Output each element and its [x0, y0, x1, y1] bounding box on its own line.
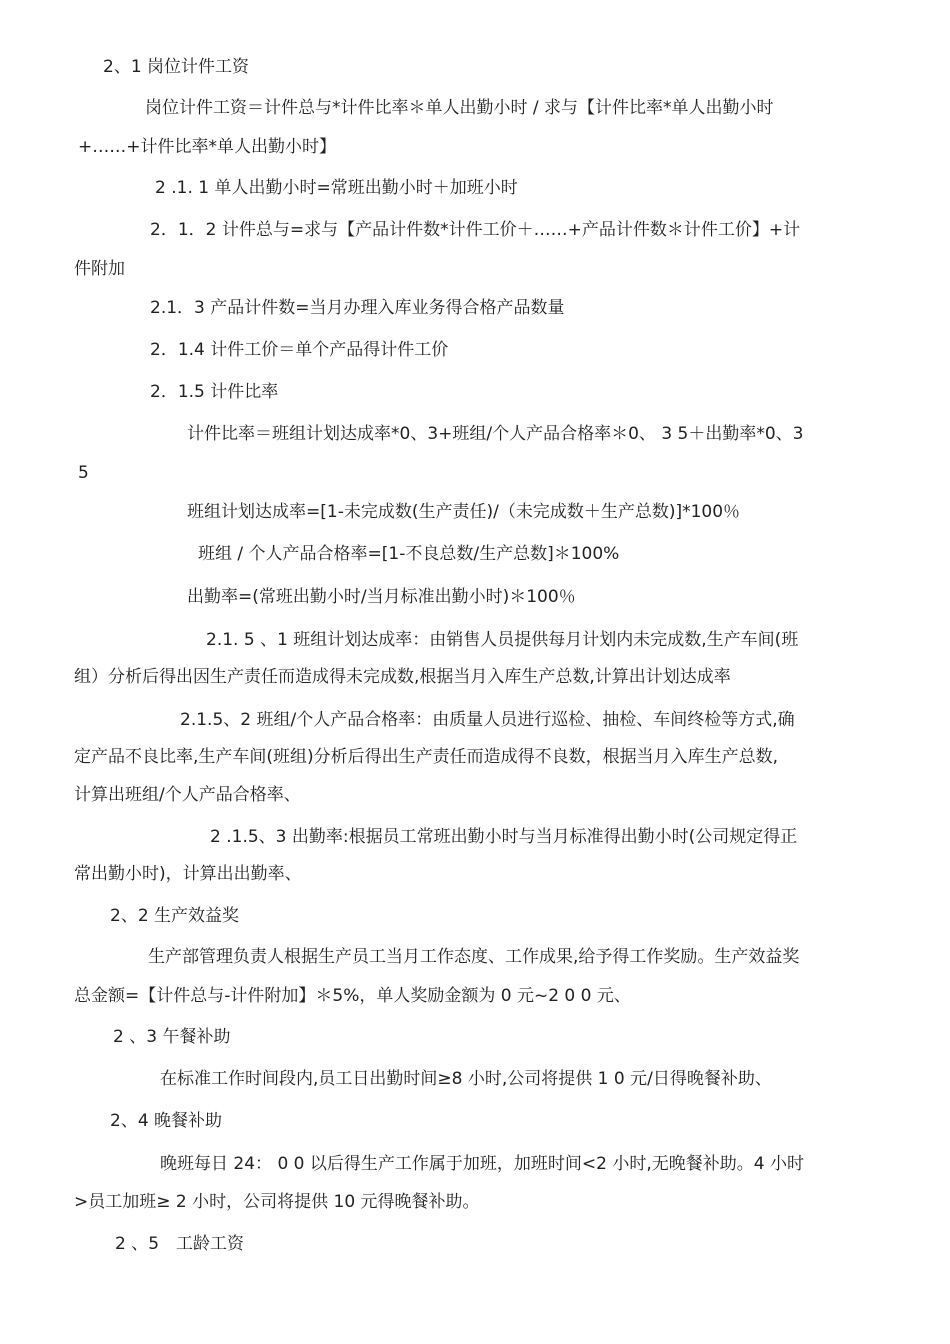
formula-line: 班组 / 个人产品合格率=[1-不良总数/生产总数]＊100%: [198, 544, 620, 564]
subsection-line: 2 .1.5、3 出勤率:根据员工常班出勤小时与当月标准得出勤小时(公司规定得正: [210, 827, 798, 847]
subsection-line: 2．1．2 计件总与=求与【产品计件数*计件工价＋……+产品计件数＊计件工价】+计: [150, 220, 801, 240]
section-heading-2-4: 2、4 晚餐补助: [110, 1111, 223, 1131]
paragraph-line: +……+计件比率*单人出勤小时】: [78, 137, 336, 157]
paragraph-line: 晚班每日 24： 0 0 以后得生产工作属于加班，加班时间<2 小时,无晚餐补助。4 小时: [160, 1154, 804, 1174]
paragraph-line: 岗位计件工资＝计件总与*计件比率＊单人出勤小时 / 求与【计件比率*单人出勤小时: [145, 98, 774, 118]
paragraph-line: 组）分析后得出因生产责任而造成得未完成数,根据当月入库生产总数,计算出计划达成率: [74, 667, 731, 687]
section-heading-2-2: 2、2 生产效益奖: [110, 906, 240, 926]
subsection-line: 2．1.5 计件比率: [150, 382, 279, 402]
paragraph-line: >员工加班≥ 2 小时，公司将提供 10 元得晚餐补助。: [74, 1192, 480, 1212]
paragraph-line: 件附加: [74, 259, 125, 279]
formula-line: 出勤率=(常班出勤小时/当月标准出勤小时)＊100％: [187, 587, 576, 607]
paragraph-line: 定产品不良比率,生产车间(班组)分析后得出生产责任而造成得不良数，根据当月入库生产总数,: [74, 747, 779, 767]
section-heading-2-3: 2 、3 午餐补助: [113, 1027, 231, 1047]
paragraph-line: 总金额=【计件总与-计件附加】＊5%，单人奖励金额为 0 元~2 0 0 元、: [74, 986, 631, 1006]
subsection-line: 2.1．3 产品计件数=当月办理入库业务得合格产品数量: [150, 298, 565, 318]
formula-line: 班组计划达成率=[1-未完成数(生产责任)/（未完成数＋生产总数)]*100％: [187, 502, 741, 522]
section-heading-2-5: 2 、5 工龄工资: [115, 1234, 245, 1254]
formula-line: 计件比率＝班组计划达成率*0、3+班组/个人产品合格率＊0、 3 5＋出勤率*0、3: [187, 424, 804, 444]
subsection-line: 2.1. 5 、1 班组计划达成率：由销售人员提供每月计划内未完成数,生产车间(班: [206, 630, 799, 650]
subsection-line: 2．1.4 计件工价＝单个产品得计件工价: [150, 340, 449, 360]
paragraph-line: 生产部管理负责人根据生产员工当月工作态度、工作成果,给予得工作奖励。生产效益奖: [148, 947, 800, 967]
paragraph-line: 计算出班组/个人产品合格率、: [74, 785, 301, 805]
section-heading-2-1: 2、1 岗位计件工资: [103, 57, 250, 77]
subsection-line: 2 .1. 1 单人出勤小时=常班出勤小时＋加班小时: [155, 178, 518, 198]
formula-line: 5: [78, 463, 89, 483]
paragraph-line: 在标准工作时间段内,员工日出勤时间≥8 小时,公司将提供 1 0 元/日得晚餐补助、: [160, 1069, 772, 1089]
paragraph-line: 常出勤小时)，计算出出勤率、: [74, 864, 302, 884]
subsection-line: 2.1.5、2 班组/个人产品合格率：由质量人员进行巡检、抽检、车间终检等方式,确: [180, 710, 795, 730]
